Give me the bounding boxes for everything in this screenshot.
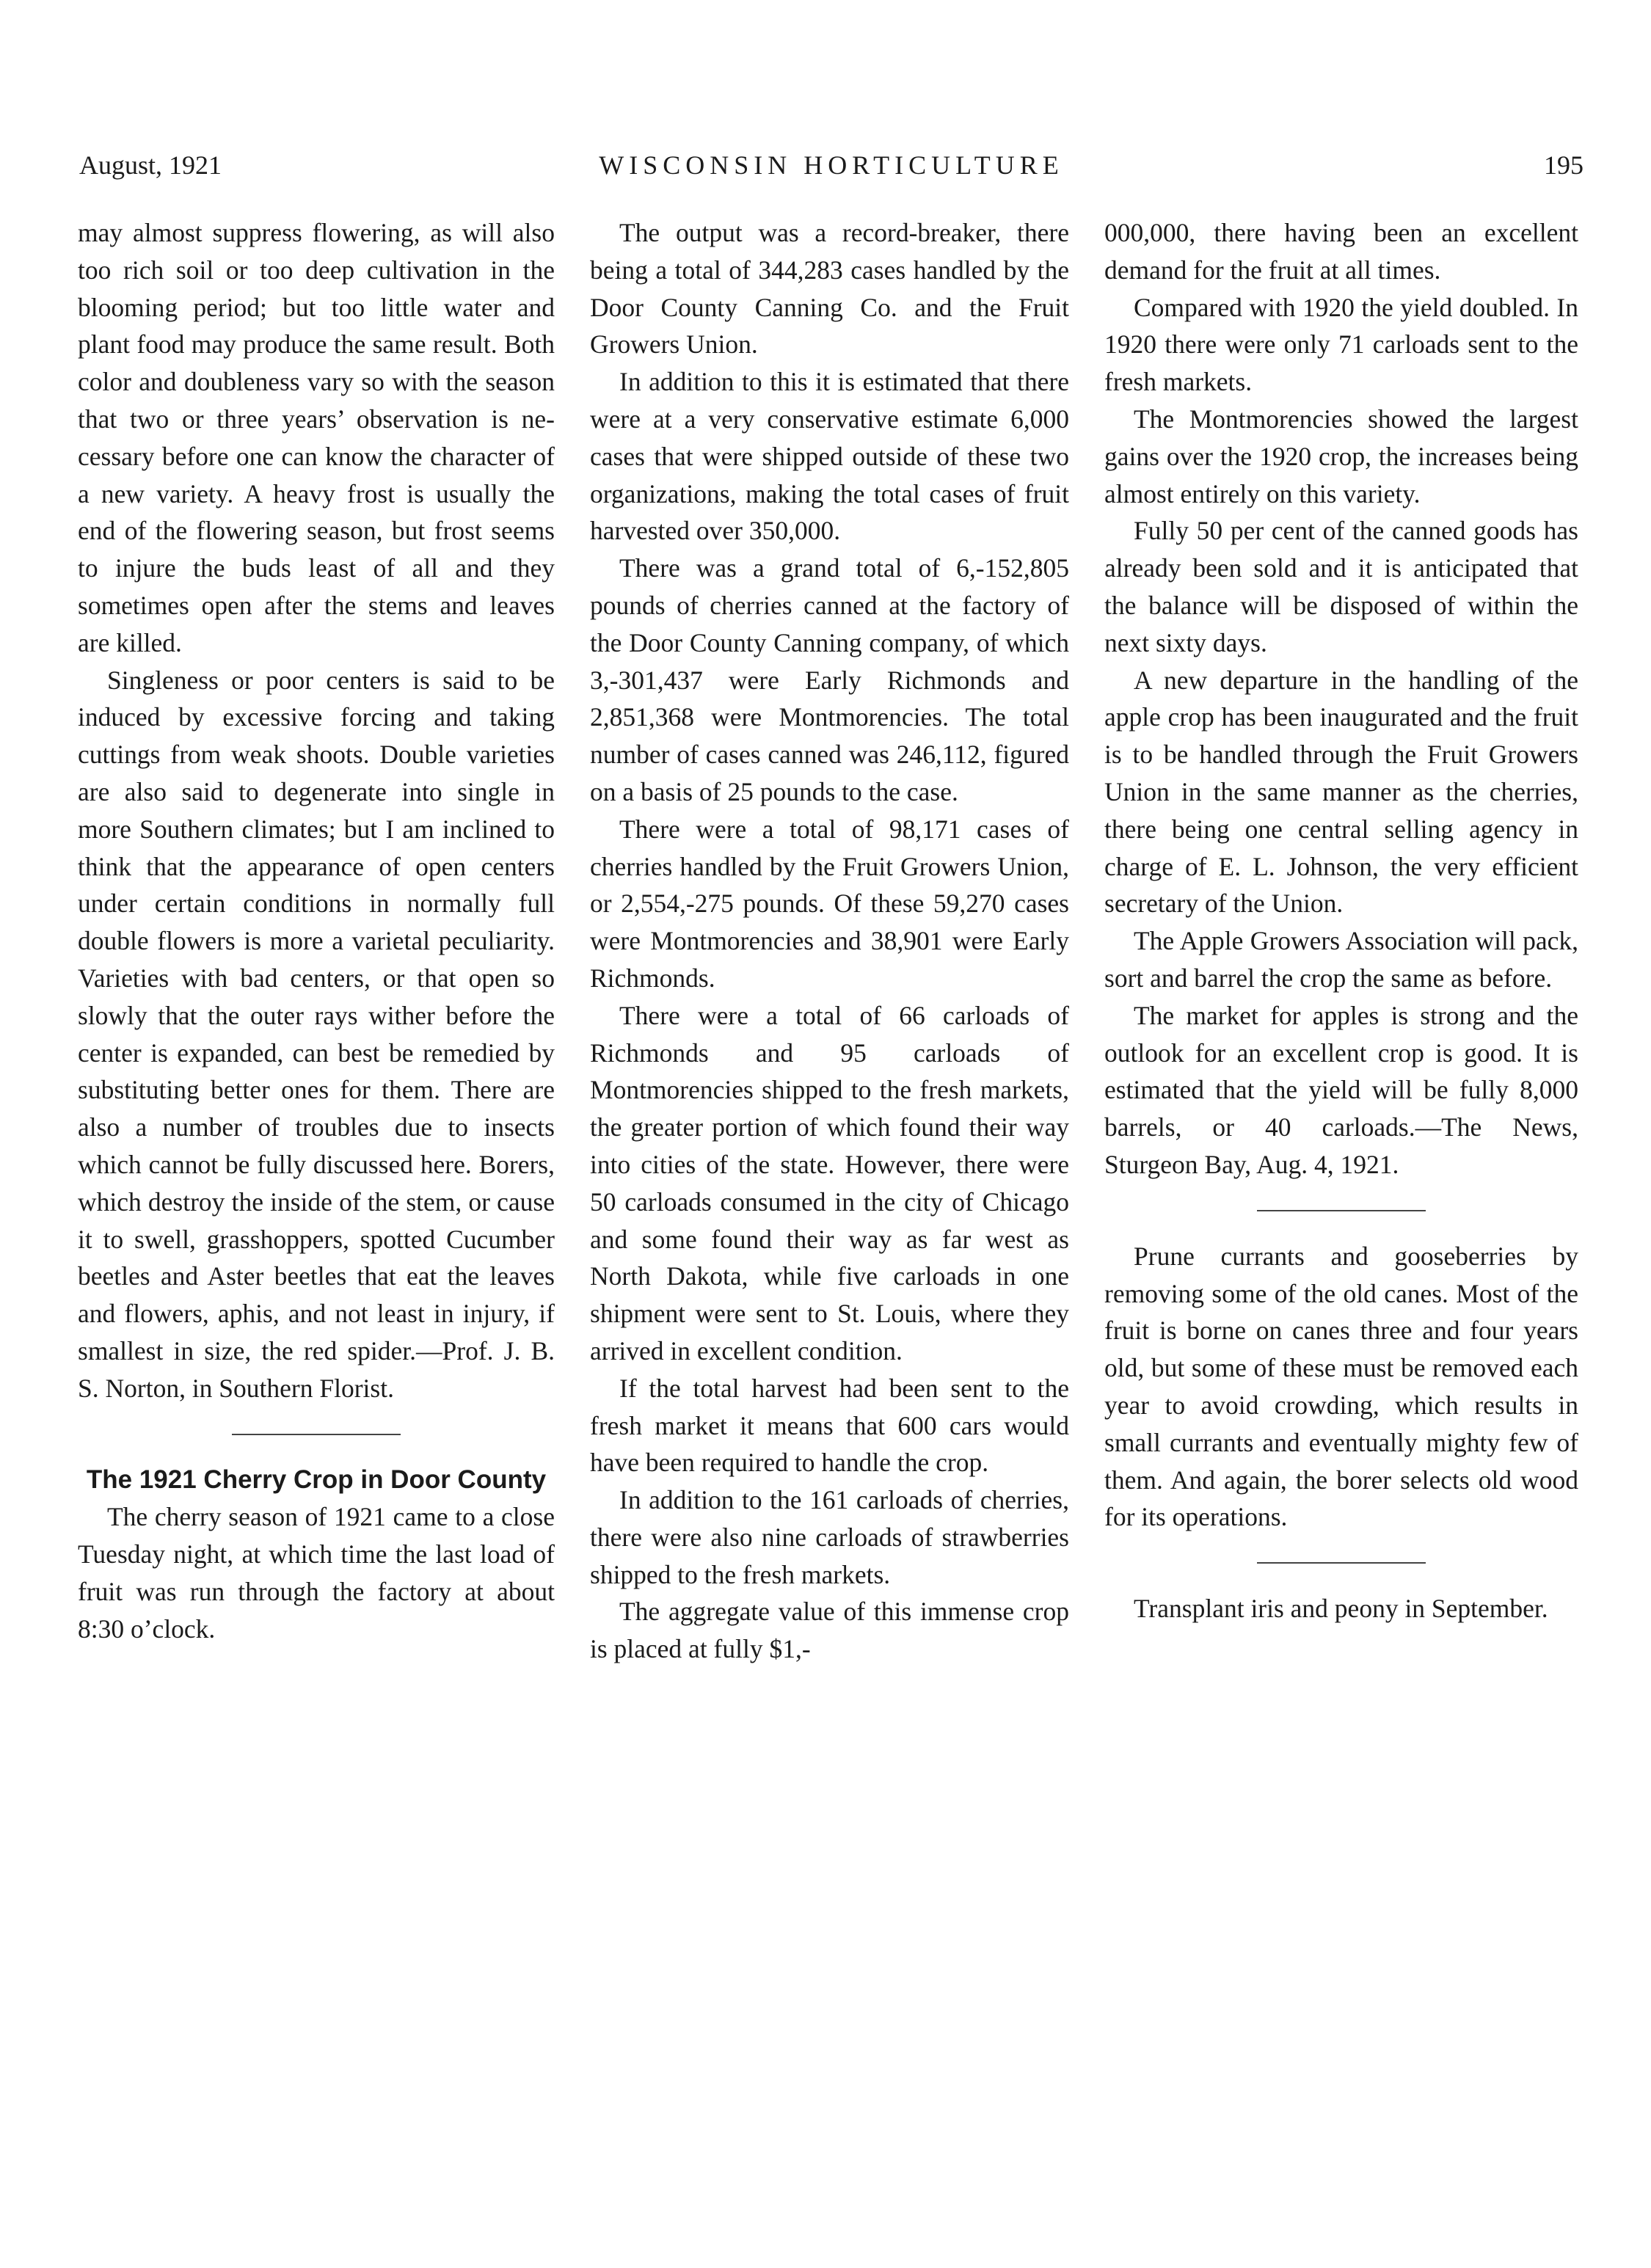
paragraph-output: The output was a record-breaker, there being a total of 344,283 cases handled by the Door County Canning Co. and the Fruit Growers Union. xyxy=(590,218,1069,360)
paragraph-flowering-conditions: may almost suppress flowering, as will also too rich soil or too deep cultivation in the blooming period; but too little water and plant food may produce the same result. Both color and doubleness vary so with the season that two or three years’ observation is necessary before one can know the character of a new variety. A heavy frost is usually the end of the flowering season, but frost seems to injure the buds least of all and they sometimes open after the stems and leaves are killed. xyxy=(78,218,555,657)
issue-date: August, 1921 xyxy=(79,150,222,180)
paragraph-fruit-growers-union: There were a total of 98,171 cases of cherries handled by the Fruit Growers Union, or 2,554,-275 pounds. Of these 59,270 cases were Montmorencies and 38,901 were Early Richmonds. xyxy=(590,814,1069,993)
paragraph-apple-growers: The Apple Growers Association will pack, sort and barrel the crop the same as before. xyxy=(1104,926,1578,993)
paragraph-cherry-season: The cherry season of 1921 came to a close Tuesday night, at which time the last load of fruit was run through the factory at about 8:30 o’clock. xyxy=(78,1502,555,1644)
journal-title: WISCONSIN HORTICULTURE xyxy=(599,150,1064,180)
column-left xyxy=(78,214,555,1647)
paragraph-canned-total: There was a grand total of 6,-152,805 pounds of cherries canned at the factory of the Door County Canning company, of which 3,-301,437 were Early Richmonds and 2,851,368 were Montmorencies. The total number of cases canned was 246,112, figured on a basis of 25 pounds to the case. xyxy=(590,553,1069,806)
paragraph-fresh-market: If the total harvest had been sent to the fresh market it means that 600 cars would have been required to handle the crop. xyxy=(590,1373,1069,1478)
paragraph-demand: 000,000, there having been an excellent demand for the fruit at all times. xyxy=(1104,218,1578,285)
paragraph-transplant-iris: Transplant iris and peony in September. xyxy=(1134,1594,1548,1624)
paragraph-singleness: Singleness or poor centers is said to be induced by excessive forcing and taking cuttings from weak shoots. Double varieties are also said to degenerate into single in more Southern climates; but I am inclined to think that the appearance of open centers under certain conditions in normally full double flowers is more a varietal peculiarity. Varieties with bad centers, or that open so slowly that the outer rays wither before the center is expanded, can best be remedied by substituting better ones for them. There are also a number of troubles due to insects which cannot be fully discussed here. Borers, which destroy the inside of the stem, or cause it to swell, grasshoppers, spotted Cucumber beetles and Aster beetles that eat the leaves and flowers, aphis, and not least in injury, if smallest in size, the red spider.—Prof. J. B. S. Norton, in Southern Florist. xyxy=(78,665,555,1403)
paragraph-aggregate-value: The aggregate value of this immense crop is placed at fully $1,- xyxy=(590,1597,1069,1664)
section-divider xyxy=(1257,1562,1426,1564)
paragraph-strawberries: In addition to the 161 carloads of cherries, there were also nine carloads of strawberries shipped to the fresh markets. xyxy=(590,1485,1069,1589)
paragraph-apple-crop: A new departure in the handling of the apple crop has been inaugurated and the fruit is to be handled through the Fruit Growers Union in the same manner as the cherries, there being one central selling agency in charge of E. L. Johnson, the very efficient secretary of the Union. xyxy=(1104,665,1578,919)
section-divider xyxy=(1257,1210,1426,1211)
paragraph-apple-market: The market for apples is strong and the outlook for an excellent crop is good. It is estimated that the yield will be fully 8,000 barrels, or 40 carloads.—The News, Sturgeon Bay, Aug. 4, 1921. xyxy=(1104,1000,1578,1179)
paragraph-yield-doubled: Compared with 1920 the yield doubled. In 1920 there were only 71 carloads sent to the fresh markets. xyxy=(1104,292,1578,397)
section-divider xyxy=(232,1434,401,1435)
paragraph-prune-currants: Prune currants and gooseberries by removing some of the old canes. Most of the fruit is borne on canes three and four years old, but some of these must be removed each year to avoid crowding, which results in small currants and eventually mighty few of them. And again, the borer selects old wood for its operations. xyxy=(1104,1241,1578,1532)
column-right xyxy=(1104,214,1578,1627)
column-middle xyxy=(590,214,1069,1668)
paragraph-canned-goods-sold: Fully 50 per cent of the canned goods has already been sold and it is anticipated that the balance will be disposed of within the next sixty days. xyxy=(1104,516,1578,657)
paragraph-montmorencies: The Montmorencies showed the largest gains over the 1920 crop, the increases being almost entirely on this variety. xyxy=(1104,404,1578,508)
page-number: 195 xyxy=(1544,150,1583,180)
paragraph-estimate: In addition to this it is estimated that there were at a very conservative estimate 6,000 cases that were shipped outside of these two organizations, making the total cases of fruit harvested over 350,000. xyxy=(590,367,1069,546)
paragraph-carloads: There were a total of 66 carloads of Richmonds and 95 carloads of Montmorencies shipped to the fresh markets, the greater portion of which found their way into cities of the state. However, there were 50 carloads consumed in the city of Chicago and some found their way as far west as North Dakota, while five carloads in one shipment were sent to St. Louis, where they arrived in excellent condition. xyxy=(590,1000,1069,1365)
running-header xyxy=(79,147,1583,183)
article-heading: The 1921 Cherry Crop in Door County xyxy=(86,1465,547,1494)
